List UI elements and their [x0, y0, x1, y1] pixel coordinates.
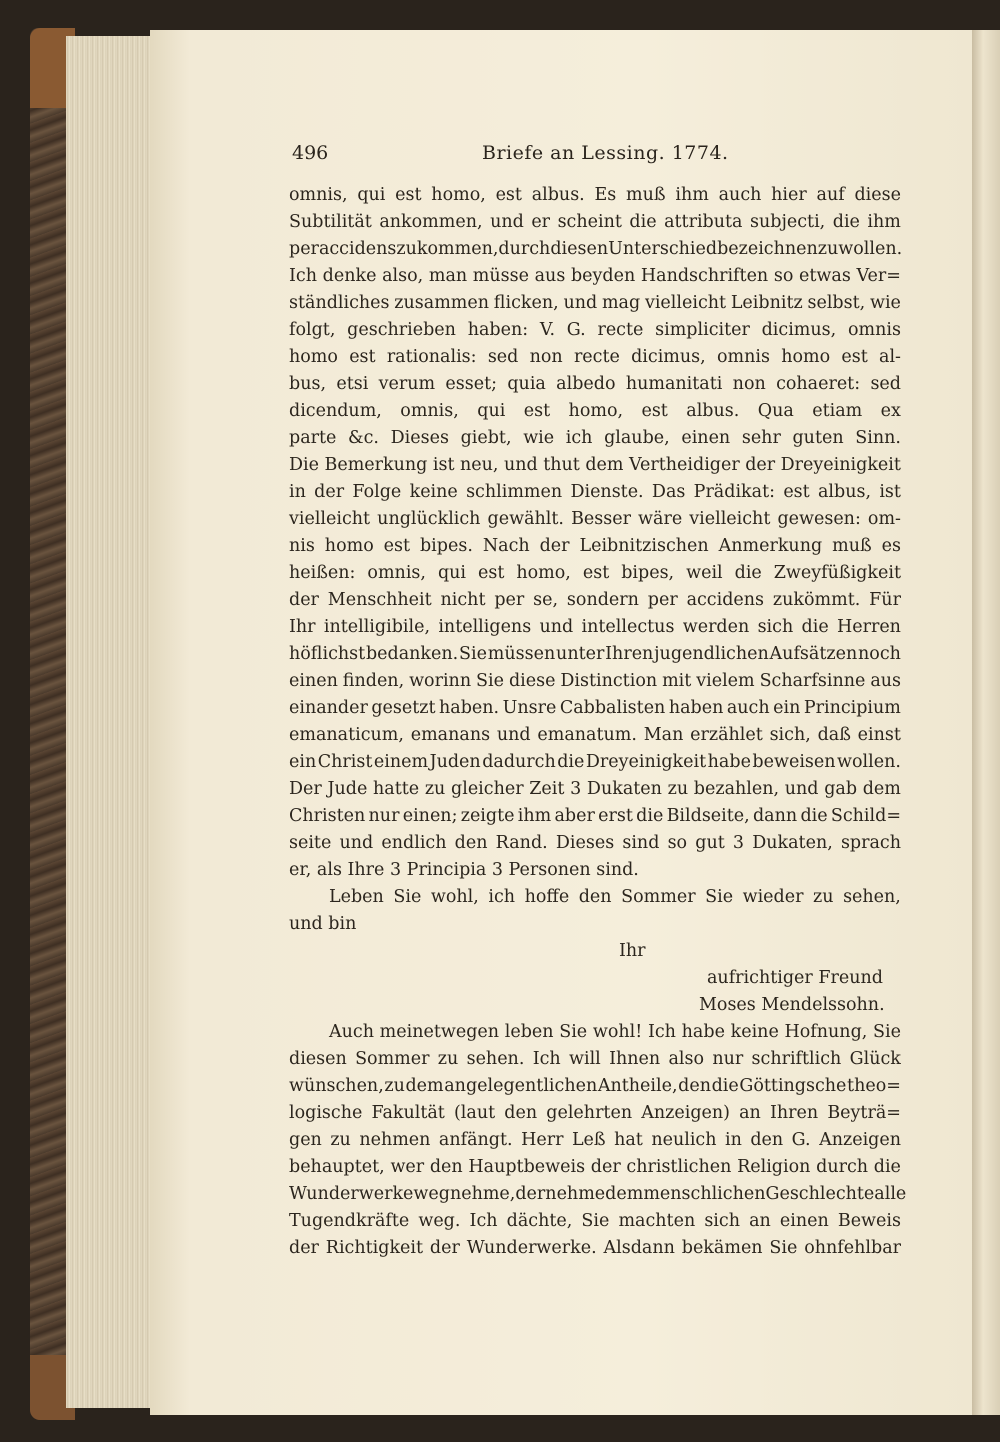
signature-ihr: Ihr — [619, 941, 646, 961]
text-line: seite und endlich den Rand. Dieses sind so gut 3 Dukaten, sprach — [289, 833, 901, 853]
text-line: Tugendkräfte weg. Ich dächte, Sie machten sich an einen Beweis — [289, 1211, 901, 1231]
text-line: höflichst bedanken. Sie müssen unter Ihren jugendlichen Aufsätzen noch — [289, 644, 901, 664]
text-line: dicendum, omnis, qui est homo, est albus. Qua etiam ex — [289, 401, 901, 421]
text-line: wünschen, zu dem angelegentlichen Antheile, den die Göttingsche theo= — [289, 1076, 901, 1096]
text-line: Leben Sie wohl, ich hoffe den Sommer Sie wieder zu sehen, — [329, 887, 901, 907]
text-line: folgt, geschrieben haben: V. G. recte simpliciter dicimus, omnis — [289, 320, 901, 340]
text-line: einander gesetzt haben. Unsre Cabbalisten haben auch ein Principium — [289, 698, 901, 718]
text-line: in der Folge keine schlimmen Dienste. Das Prädikat: est albus, ist — [289, 482, 901, 502]
signature-name: Moses Mendelssohn. — [699, 995, 885, 1015]
facing-page-edge — [972, 30, 1000, 1415]
body-text — [289, 182, 907, 1262]
running-head — [292, 142, 904, 172]
text-line: parte &c. Dieses giebt, wie ich glaube, einen sehr guten Sinn. — [289, 428, 901, 448]
text-line: Der Jude hatte zu gleicher Zeit 3 Dukaten zu bezahlen, und gab dem — [289, 779, 901, 799]
text-line: emanaticum, emanans und emanatum. Man erzählet sich, daß einst — [289, 725, 901, 745]
text-line: vielleicht unglücklich gewählt. Besser wäre vielleicht gewesen: om- — [289, 509, 901, 529]
text-line: der Richtigkeit der Wunderwerke. Alsdann bekämen Sie ohnfehlbar — [289, 1238, 901, 1258]
text-line: ständliches zusammen flicken, und mag vielleicht Leibnitz selbst, wie — [289, 293, 901, 313]
text-line: Christen nur einen; zeigte ihm aber erst die Bildseite, dann die Schild= — [289, 806, 901, 826]
text-line: ein Christ einem Juden dadurch die Dreyeinigkeit habe beweisen wollen. — [289, 752, 901, 772]
text-line: behauptet, wer den Hauptbeweis der christlichen Religion durch die — [289, 1157, 901, 1177]
text-line: Subtilität ankommen, und er scheint die attributa subjecti, die ihm — [289, 212, 901, 232]
signature-friend: aufrichtiger Freund — [707, 968, 883, 988]
text-line: nis homo est bipes. Nach der Leibnitzischen Anmerkung muß es — [289, 536, 901, 556]
text-line: der Menschheit nicht per se, sondern per accidens zukömmt. Für — [289, 590, 901, 610]
book-cover-spine — [30, 28, 70, 1418]
text-line: homo est rationalis: sed non recte dicimus, omnis homo est al- — [289, 347, 901, 367]
text-line: logische Fakultät (laut den gelehrten Anzeigen) an Ihren Beyträ= — [289, 1103, 901, 1123]
text-line: heißen: omnis, qui est homo, est bipes, weil die Zweyfüßigkeit — [289, 563, 901, 583]
text-line: Auch meinetwegen leben Sie wohl! Ich habe keine Hofnung, Sie — [329, 1022, 901, 1042]
running-title: Briefe an Lessing. 1774. — [482, 142, 729, 164]
text-line: Ihr intelligibile, intelligens und intellectus werden sich die Herren — [289, 617, 901, 637]
text-line: omnis, qui est homo, est albus. Es muß ihm auch hier auf diese — [289, 185, 901, 205]
text-line: Wunderwerke wegnehme, der nehme dem menschlichen Geschlechte alle — [289, 1184, 907, 1204]
text-line: per accidens zukommen, durch diesen Unterschied bezeichnen zu wollen. — [289, 239, 903, 259]
text-line: bus, etsi verum esset; quia albedo humanitati non cohaeret: sed — [289, 374, 901, 394]
text-line: Die Bemerkung ist neu, und thut dem Vertheidiger der Dreyeinigkeit — [289, 455, 901, 475]
text-line: Ich denke also, man müsse aus beyden Handschriften so etwas Ver= — [289, 266, 901, 286]
text-line: und bin — [289, 914, 357, 934]
text-line: er, als Ihre 3 Principia 3 Personen sind. — [289, 860, 639, 880]
text-line: diesen Sommer zu sehen. Ich will Ihnen also nur schriftlich Glück — [289, 1049, 901, 1069]
text-line: gen zu nehmen anfängt. Herr Leß hat neulich in den G. Anzeigen — [289, 1130, 901, 1150]
text-line: einen finden, worinn Sie diese Distinction mit vielem Scharfsinne aus — [289, 671, 901, 691]
page-number: 496 — [292, 142, 329, 164]
